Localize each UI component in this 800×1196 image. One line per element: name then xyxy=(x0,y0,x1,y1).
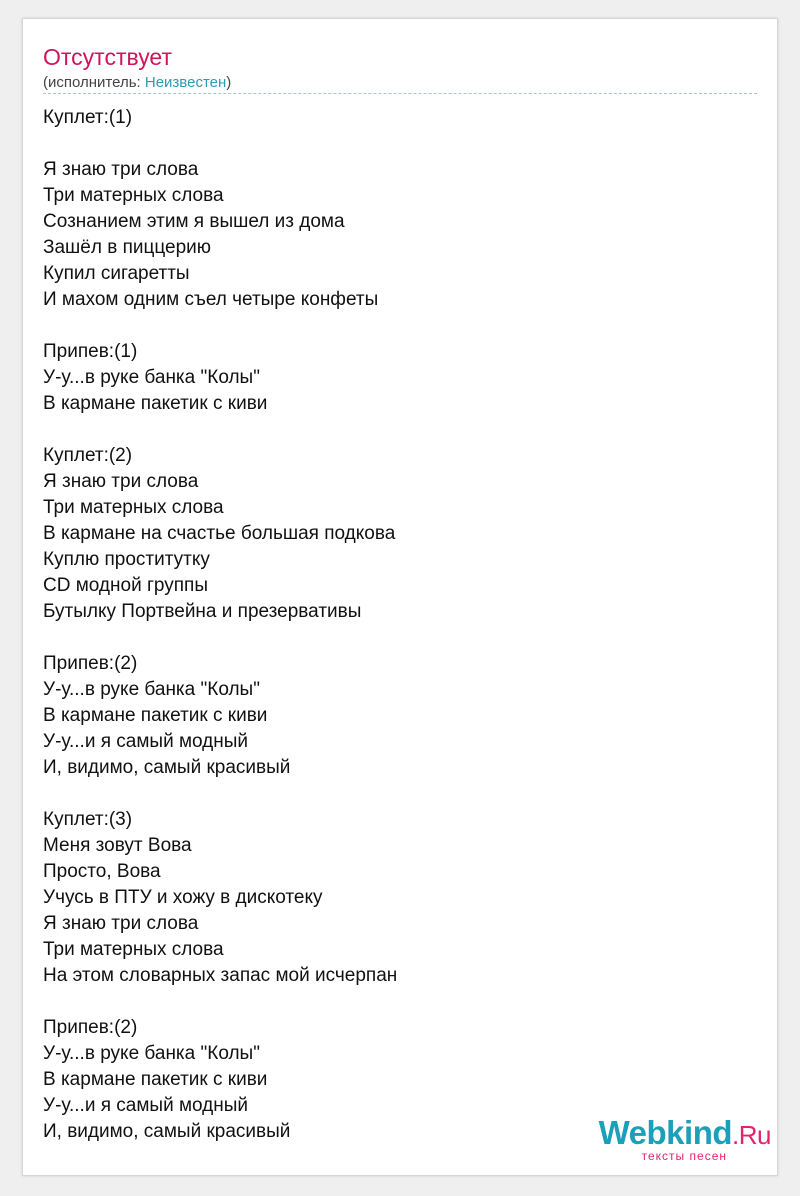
lyric-line: Бутылку Портвейна и презервативы xyxy=(43,601,362,622)
lyric-line: В кармане на счастье большая подкова xyxy=(43,523,396,544)
lyric-blank-line xyxy=(43,313,397,339)
lyric-blank-line xyxy=(43,625,397,651)
artist-suffix: ) xyxy=(226,74,232,91)
lyric-line: Купил сигаретты xyxy=(43,263,190,284)
logo-tagline: тексты песен xyxy=(641,1149,727,1163)
lyric-line: На этом словарных запас мой исчерпан xyxy=(43,965,398,986)
lyric-line: Припев:(2) xyxy=(43,1017,138,1038)
webkind-logo[interactable] xyxy=(571,1113,771,1169)
lyrics-text xyxy=(43,105,397,1145)
lyric-line: Меня зовут Вова xyxy=(43,835,192,856)
song-title: Отсутствует xyxy=(43,44,172,70)
lyric-line: И махом одним съел четыре конфеты xyxy=(43,289,379,310)
lyric-line: Я знаю три слова xyxy=(43,471,199,492)
logo-suffix-text: .Ru xyxy=(732,1120,771,1150)
lyric-line: У-у...в руке банка "Колы" xyxy=(43,679,260,700)
lyrics-card xyxy=(22,18,778,1176)
lyric-line: И, видимо, самый красивый xyxy=(43,1121,291,1142)
lyric-line: В кармане пакетик с киви xyxy=(43,1069,268,1090)
lyric-line: Три матерных слова xyxy=(43,497,224,518)
lyric-line: Куплет:(1) xyxy=(43,107,133,128)
lyric-line: Я знаю три слова xyxy=(43,913,199,934)
lyric-line: В кармане пакетик с киви xyxy=(43,393,268,414)
lyric-line: И, видимо, самый красивый xyxy=(43,757,291,778)
lyric-line: Зашёл в пиццерию xyxy=(43,237,212,258)
header-divider xyxy=(43,93,757,94)
artist-line xyxy=(43,73,231,93)
lyric-line: CD модной группы xyxy=(43,575,208,596)
artist-prefix: (исполнитель: xyxy=(43,74,145,91)
lyric-line: Три матерных слова xyxy=(43,185,224,206)
lyric-blank-line xyxy=(43,131,397,157)
artist-link[interactable]: Неизвестен xyxy=(144,74,227,91)
lyric-line: Куплет:(2) xyxy=(43,445,133,466)
lyric-line: Куплет:(3) xyxy=(43,809,133,830)
lyric-line: Припев:(1) xyxy=(43,341,138,362)
lyric-blank-line xyxy=(43,781,397,807)
lyric-line: У-у...и я самый модный xyxy=(43,1095,249,1116)
logo-main-text: Webkind xyxy=(598,1114,733,1151)
lyric-line: Куплю проститутку xyxy=(43,549,210,570)
lyric-line: Просто, Вова xyxy=(43,861,161,882)
lyric-line: Три матерных слова xyxy=(43,939,224,960)
lyric-line: Учусь в ПТУ и хожу в дискотеку xyxy=(43,887,323,908)
lyric-line: Сознанием этим я вышел из дома xyxy=(43,211,345,232)
lyric-line: У-у...в руке банка "Колы" xyxy=(43,1043,260,1064)
lyric-blank-line xyxy=(43,989,397,1015)
lyric-line: У-у...в руке банка "Колы" xyxy=(43,367,260,388)
lyric-line: Я знаю три слова xyxy=(43,159,199,180)
lyric-line: Припев:(2) xyxy=(43,653,138,674)
lyric-line: У-у...и я самый модный xyxy=(43,731,249,752)
lyric-line: В кармане пакетик с киви xyxy=(43,705,268,726)
lyric-blank-line xyxy=(43,417,397,443)
